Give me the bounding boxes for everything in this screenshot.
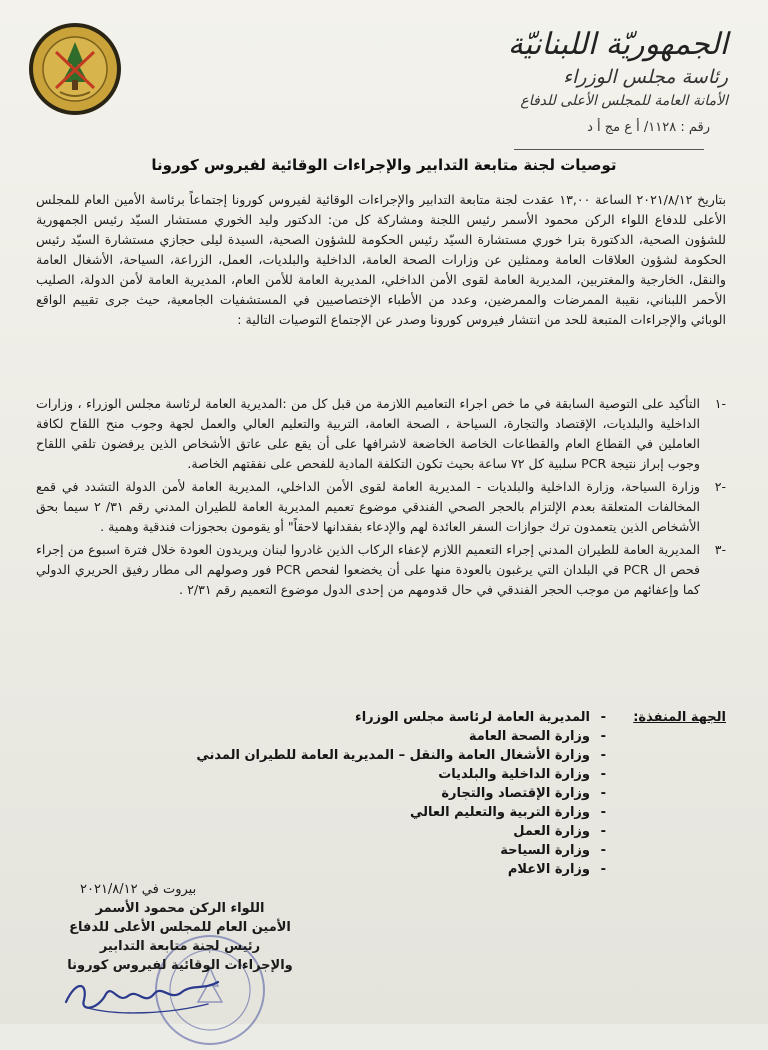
list-item: - المديرية العامة لرئاسة مجلس الوزراء [355, 710, 606, 725]
executing-parties-label: الجهة المنفذة: [633, 710, 726, 725]
list-item: - وزارة التربية والتعليم العالي [409, 805, 606, 820]
list-item: - وزارة الإقتصاد والتجارة [441, 786, 606, 801]
signatory-title: رئيس لجنة متابعة التدابير [99, 939, 261, 954]
presidency-name: رئاسة مجلس الوزراء [563, 66, 728, 88]
recommendations-list [36, 394, 726, 603]
secretariat-name: الأمانة العامة للمجلس الأعلى للدفاع [520, 93, 728, 109]
signature-place-date: بيروت في ٢٠٢١/٨/١٢ [80, 882, 197, 897]
recommendation-number: -١ [714, 396, 726, 411]
recommendation-text: المديرية العامة للطيران المدني إجراء التعميم اللازم لإعفاء الركاب الذين غادروا لبنان ويريدون العودة خلال فترة اسبوع من إجراء فحص ال PCR في البلدان التي يرغبون بالعودة منها على أن يخضعوا لفحص PCR فور وصولهم الى مطار رفيق الحريري الدولي كما وإعفائهم من موجب الحجر الفندقي في حال قدومهم من إحدى الدول موضوع التعميم رقم ٢/٣١ . [36, 542, 700, 597]
intro-paragraph: بتاريخ ٢٠٢١/٨/١٢ الساعة ١٣,٠٠ عقدت لجنة متابعة التدابير والإجراءات الوقائية لفيروس كورونا إجتماعاً برئاسة الأمين العام للمجلس الأعلى للدفاع اللواء الركن محمود الأسمر رئيس اللجنة ومشاركة كل من: الدكتور وليد الخوري مستشار السيّد رئيس الجمهورية للشؤون الصحية، الدكتورة بترا خوري مستشارة السيّد رئيس الحكومة للشؤون الصحية، السيدة ليلى حجازي مستشارة السيّد رئيس الحكومة لشؤون العلاقات العامة وممثلين عن وزارات الصحة العامة، الداخلية والبلديات، العمل، الزراعة، السياحة، الأشغال العامة والنقل، الخارجية والمغتربين، المديرية العامة لقوى الأمن الداخلي، المديرية العامة للأمن العام، المديرية العامة لأمن الدولة، الصليب الأحمر اللبناني، نقيبة الممرضات والممرضين، وعدد من الأطباء الإختصاصيين في المستشفيات الجامعية، حيث جرى تقييم الواقع الوبائي والإجراءات المتبعة للحد من انتشار فيروس كورونا وصدر عن الإجتماع التوصيات التالية : [36, 192, 726, 327]
signatory-title: والإجراءات الوقائية لفيروس كورونا [67, 958, 293, 973]
list-item: - وزارة العمل [513, 824, 606, 839]
list-item: - وزارة الصحة العامة [468, 729, 606, 744]
signatory-title: الأمين العام للمجلس الأعلى للدفاع [69, 920, 291, 935]
reference-label: رقم : [680, 120, 710, 135]
list-item: - وزارة الأشغال العامة والنقل – المديرية العامة للطيران المدني [196, 748, 606, 763]
country-name: الجمهوريّة اللبنانيّة [507, 27, 728, 62]
recommendation-item [36, 394, 726, 474]
page-title: توصيات لجنة متابعة التدابير والإجراءات الوقائية لفيروس كورونا [151, 156, 617, 174]
list-item: - وزارة السياحة [500, 843, 606, 858]
recommendation-number: -٣ [714, 542, 726, 557]
recommendation-text: التأكيد على التوصية السابقة في ما خص اجراء التعاميم اللازمة من قبل كل من :المديرية العامة لرئاسة مجلس الوزراء ، وزارات الداخلية والبلديات، الإقتصاد والتجارة، السياحة ، الصحة العامة، التربية والتعليم العالي والعمل لجهة وجوب منح اللقاح لكافة العاملين في القطاع العام والقطاعات الخاصة الخاضعة لاشرافها على أن يقع على عاتق الأشخاص الذين يرفضون تلقي اللقاح وجوب إبراز نتيجة PCR سلبية كل ٧٢ ساعة بحيث تكون التكلفة المادية للفحص على نفقتهم الخاصة. [36, 396, 700, 471]
recommendation-item [36, 477, 726, 537]
defense-council-emblem-icon [28, 22, 122, 116]
list-item: - وزارة الداخلية والبلديات [438, 767, 606, 782]
recommendation-item [36, 540, 726, 600]
recommendation-number: -٢ [714, 479, 726, 494]
list-item: - وزارة الاعلام [507, 862, 606, 877]
reference-number: ١١٢٨/ أ ع مج أ د [587, 120, 677, 135]
handwritten-signature-icon [58, 960, 228, 1020]
signatory-name: اللواء الركن محمود الأسمر [95, 901, 265, 916]
reference-rule [514, 149, 704, 150]
letterhead [408, 26, 728, 112]
reference-line [390, 120, 710, 150]
recommendation-text: وزارة السياحة، وزارة الداخلية والبلديات - المديرية العامة لقوى الأمن الداخلي، المديرية العامة لأمن الدولة التشدد في قمع المخالفات المتعلقة بعدم الإلتزام بالحجر الصحي الفندقي موضوع تعميم المديرية العامة للطيران المدني رقم ٣١/ ٢ سيما بحق الأشخاص الذين يتعمدون ترك جوازات السفر العائدة لهم والإدعاء بفقدانها لاحقاً" أو يقومون بحجوزات فندقية وهمية . [36, 479, 700, 534]
executing-parties-list [136, 708, 606, 879]
